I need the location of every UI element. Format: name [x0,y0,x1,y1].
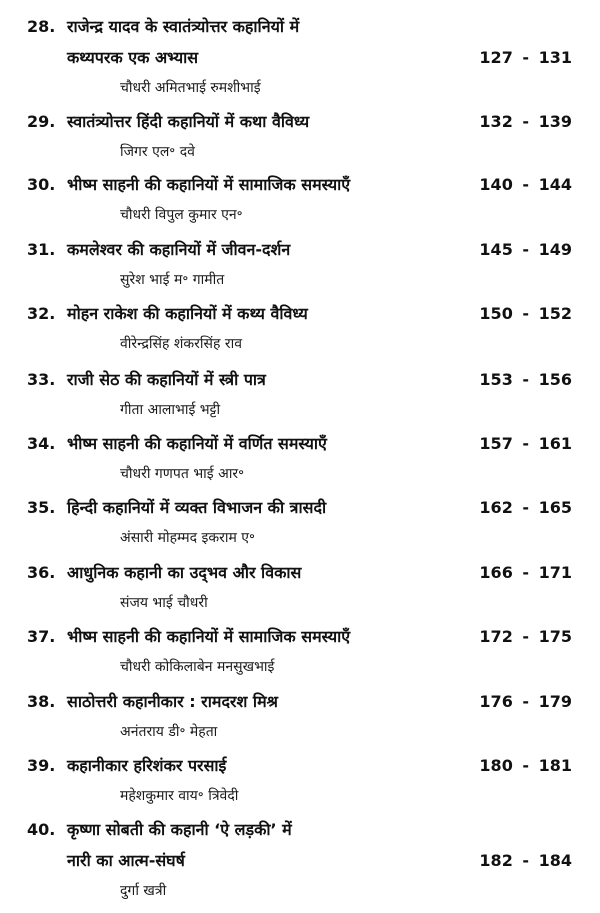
entry-pages: 176 - 179 [479,692,572,711]
entry-author: महेशकुमार वाय॰ त्रिवेदी [120,788,239,804]
entry-number: 37. [27,627,56,646]
entry-number: 32. [27,304,56,323]
entry-pages: 162 - 165 [479,498,572,517]
entry-title-line-1: स्वातंत्र्योत्तर हिंदी कहानियों में कथा वैविध्य [67,112,310,131]
entry-pages: 166 - 171 [479,563,572,582]
entry-title-line-1: भीष्म साहनी की कहानियों में सामाजिक समस्याएँ [67,627,351,646]
entry-author: चौधरी कोकिलाबेन मनसुखभाई [120,659,275,675]
entry-number: 34. [27,434,56,453]
entry-title-line-1: राजेन्द्र यादव के स्वातंत्र्योत्तर कहानियों में [67,17,300,36]
entry-pages: 182 - 184 [479,851,572,870]
entry-number: 31. [27,240,56,259]
entry-number: 35. [27,498,56,517]
entry-title-line-1: कमलेश्वर की कहानियों में जीवन-दर्शन [67,240,291,259]
entry-number: 28. [27,17,56,36]
entry-author: वीरेन्द्रसिंह शंकरसिंह राव [120,336,242,352]
entry-pages: 157 - 161 [479,434,572,453]
entry-title-line-1: भीष्म साहनी की कहानियों में वर्णित समस्याएँ [67,434,327,453]
entry-pages: 172 - 175 [479,627,572,646]
entry-author: चौधरी अमितभाई रुमशीभाई [120,80,261,96]
entry-pages: 140 - 144 [479,175,572,194]
entry-number: 29. [27,112,56,131]
entry-number: 33. [27,370,56,389]
entry-title-line-2: नारी का आत्म-संघर्ष [67,851,185,870]
entry-number: 30. [27,175,56,194]
entry-pages: 180 - 181 [479,756,572,775]
entry-pages: 153 - 156 [479,370,572,389]
entry-title-line-1: कहानीकार हरिशंकर परसाई [67,756,227,775]
entry-title-line-1: कृष्णा सोबती की कहानी ‘ऐ लड़की’ में [67,820,292,839]
entry-author: जिगर एल॰ दवे [120,144,195,160]
entry-pages: 150 - 152 [479,304,572,323]
entry-title-line-1: मोहन राकेश की कहानियों में कथ्य वैविध्य [67,304,308,323]
entry-pages: 145 - 149 [479,240,572,259]
entry-author: संजय भाई चौधरी [120,595,208,611]
entry-number: 38. [27,692,56,711]
entry-author: चौधरी गणपत भाई आर॰ [120,466,245,482]
entry-title-line-1: आधुनिक कहानी का उद्‌भव और विकास [67,563,302,582]
entry-author: दुर्गा खत्री [120,883,167,899]
entry-pages: 127 - 131 [479,48,572,67]
entry-author: अनंतराय डी॰ मेहता [120,724,218,740]
entry-title-line-1: भीष्म साहनी की कहानियों में सामाजिक समस्याएँ [67,175,351,194]
entry-author: चौधरी विपुल कुमार एन॰ [120,207,243,223]
entry-number: 36. [27,563,56,582]
entry-title-line-1: राजी सेठ की कहानियों में स्त्री पात्र [67,370,266,389]
entry-title-line-1: हिन्दी कहानियों में व्यक्त विभाजन की त्रासदी [67,498,327,517]
entry-author: गीता आलाभाई भट्टी [120,402,221,418]
entry-number: 40. [27,820,56,839]
entry-title-line-1: साठोत्तरी कहानीकार : रामदरश मिश्र [67,692,278,711]
entry-pages: 132 - 139 [479,112,572,131]
entry-number: 39. [27,756,56,775]
entry-title-line-2: कथ्यपरक एक अभ्यास [67,48,199,67]
entry-author: अंसारी मोहम्मद इकराम ए॰ [120,530,255,546]
entry-author: सुरेश भाई म॰ गामीत [120,272,225,288]
